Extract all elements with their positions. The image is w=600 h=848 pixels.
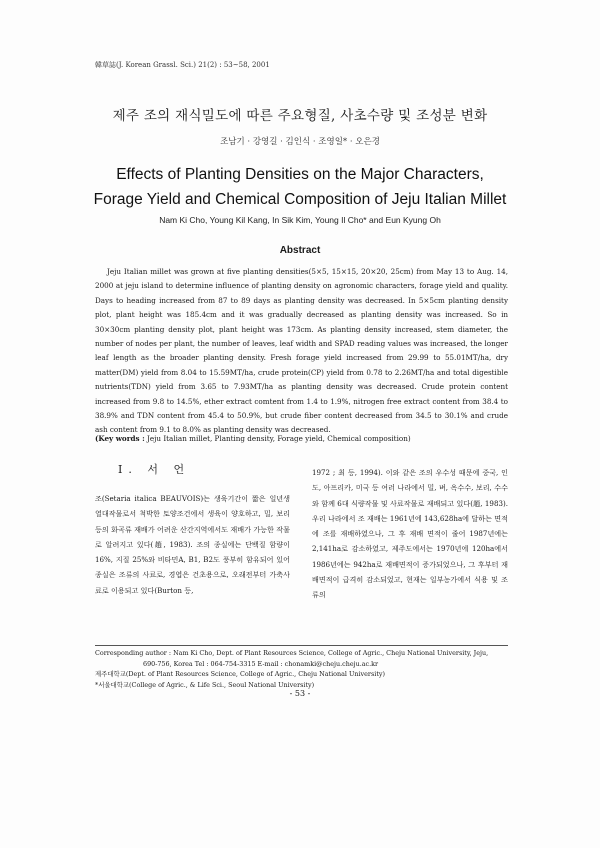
abstract-heading: Abstract <box>279 245 321 256</box>
section-heading-introduction: I. 서 언 <box>118 463 191 476</box>
footnotes <box>95 648 508 690</box>
affiliation-2: *서울대학교(College of Agric., & Life Sci., Seoul National University) <box>95 680 315 689</box>
keywords-label: (Key words : <box>95 434 145 443</box>
abstract-text: Jeju Italian millet was grown at five planting densities(5×5, 15×15, 20×20, 25cm) from May 13 to Aug. 14, 2000 at jeju island to determine influence of planting density on agronomic characters, forage yield and quality. Days to heading increased from 87 to 89 days as planting density was decreased. In 5×5cm planting density plot, plant height was 185.4cm and it was gradually decreased as planting density was increased. So in 30×30cm planting density plot, plant height was 173cm. As planting density increased, stem diameter, the number of nodes per plant, the number of leaves, leaf width and SPAD reading values was increased, the longer leaf length as the broader planting density. Fresh forage yield increased from 29.99 to 55.01MT/ha, dry matter(DM) yield from 8.04 to 15.59MT/ha, crude protein(CP) yield from 0.78 to 2.26MT/ha and total digestible nutrients(TDN) yield from 3.65 to 7.93MT/ha as planting density was decreased. Crude protein content increased from 9.8 to 14.5%, ether extract comtent from 1.4 to 1.9%, nitrogen free extract content from 38.4 to 38.9% and TDN content from 45.4 to 50.9%, but crude fiber content decreased from 34.5 to 30.1% and crude ash content from 9.1 to 8.0% as planting density was decreased. <box>95 267 508 435</box>
journal-citation: 韓草誌(J. Korean Grassl. Sci.) 21(2) : 53~58, 2001 <box>95 61 270 69</box>
keywords-text: Jeju Italian millet, Planting density, Forage yield, Chemical composition) <box>147 434 411 443</box>
page-number: - 53 - <box>289 689 311 698</box>
english-authors: Nam Ki Cho, Young Kil Kang, In Sik Kim, Young Il Cho* and Eun Kyung Oh <box>159 215 441 225</box>
corresponding-author: Corresponding author : Nam Ki Cho, Dept. of Plant Resources Science, College of Agric., Cheju National University, Jeju, <box>95 649 489 657</box>
footnote-divider <box>95 645 508 646</box>
keywords <box>95 433 508 445</box>
english-title: Effects of Planting Densities on the Major Characters, Forage Yield and Chemical Composition of Jeju Italian Millet <box>93 166 507 208</box>
korean-title: 제주 조의 재식밀도에 따른 주요형질, 사초수량 및 조성분 변화 <box>112 108 488 124</box>
intro-right-column: 1972 ; 최 등, 1994). 이와 같은 조의 우수성 때문에 중국, 인도, 아프리카, 미국 등 여러 나라에서 밀, 벼, 옥수수, 보리, 수수와 함께 6대 식량작물 및 사료작물로 재배되고 있다(趙, 1983). 우리 나라에서 조 재배는 1961년에 143,628ha에 달하는 면적에 조를 재배하였으나, 그 후 재배 면적이 줄어 1987년에는 2,141ha로 감소하였고, 제주도에서는 1970년에 120ha에서 1986년에는 942ha로 재배면적이 증가되었으나, 그 후부터 재배면적이 급격히 감소되었고, 현재는 일부농가에서 식용 및 조류의 <box>312 468 508 600</box>
intro-left-column: 조(Setaria italica BEAUVOIS)는 생육기간이 짧은 일년생 열대작물로서 척박한 토양조건에서 생육이 양호하고, 밀, 보리 등의 화곡류 재배가 어려운 산간지역에서도 재배가 가능한 작물로 알려지고 있다(趙, 1983). 조의 종실에는 단백질 함량이 16%, 지질 25%와 비타민A, B1, B2도 풍부히 함유되어 있어 종실은 조류의 사료로, 경엽은 건초용으로, 오래전부터 가축사료로 이용되고 있다(Burton 등, <box>95 494 290 595</box>
korean-authors: 조남기 · 강영길 · 김인식 · 조영일* · 오은경 <box>220 137 380 147</box>
affiliation-1: 제주대학교(Dept. of Plant Resources Science, College of Agric., Cheju National University) <box>95 670 385 678</box>
corresponding-contact: 690-756, Korea Tel : 064-754-3315 E-mail : chonamki@cheju.cheju.ac.kr <box>143 659 379 668</box>
